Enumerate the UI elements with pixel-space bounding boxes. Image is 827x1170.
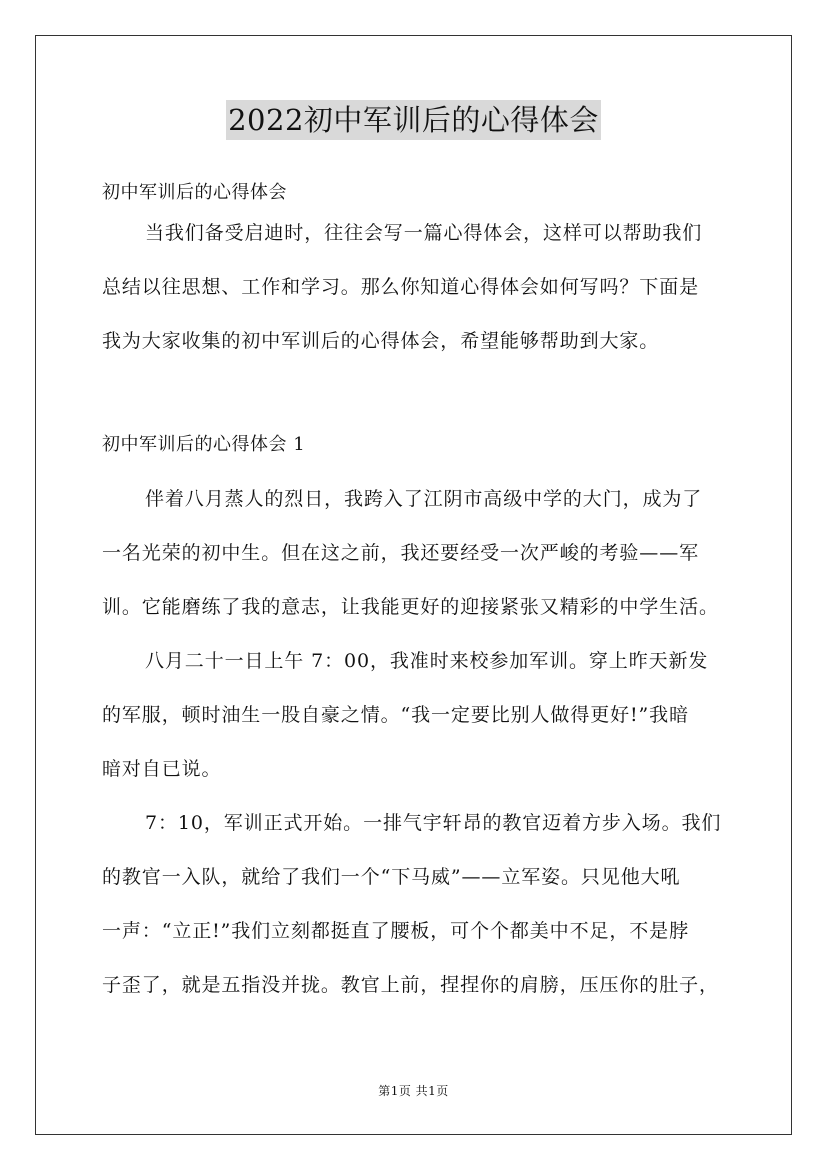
- document-title: 2022初中军训后的心得体会: [226, 100, 601, 140]
- paragraph-spacer: [102, 368, 742, 418]
- document-body: [102, 166, 742, 1012]
- paragraph-line: 八月二十一日上午 7：00，我准时来校参加军训。穿上昨天新发: [145, 650, 709, 672]
- paragraph-line: 一声：“立正!”我们立刻都挺直了腰板，可个个都美中不足，不是脖: [102, 920, 689, 942]
- paragraph-line: 当我们备受启迪时，往往会写一篇心得体会，这样可以帮助我们: [145, 222, 703, 244]
- section-heading: 初中军训后的心得体会 1: [102, 434, 306, 455]
- paragraph-line: 训。它能磨练了我的意志，让我能更好的迎接紧张又精彩的中学生活。: [102, 596, 719, 618]
- paragraph-line: 总结以往思想、工作和学习。那么你知道心得体会如何写吗？下面是: [102, 276, 700, 298]
- section-heading: 初中军训后的心得体会: [102, 182, 287, 203]
- paragraph-line: 的军服，顿时油生一股自豪之情。“我一定要比别人做得更好!”我暗: [102, 704, 689, 726]
- paragraph-line: 暗对自已说。: [102, 758, 222, 780]
- paragraph-line: 7：10，军训正式开始。一排气宇轩昂的教官迈着方步入场。我们: [145, 812, 722, 834]
- paragraph-line: 的教官一入队，就给了我们一个“下马威”——立军姿。只见他大吼: [102, 866, 681, 888]
- paragraph-line: 我为大家收集的初中军训后的心得体会，希望能够帮助到大家。: [102, 330, 660, 352]
- title-container: [0, 100, 827, 140]
- page-footer: 第1页 共1页: [378, 1084, 449, 1098]
- paragraph-line: 子歪了，就是五指没并拢。教官上前，捏捏你的肩膀，压压你的肚子，: [102, 974, 719, 996]
- paragraph-line: 伴着八月蒸人的烈日，我跨入了江阴市高级中学的大门，成为了: [145, 488, 703, 510]
- paragraph-line: 一名光荣的初中生。但在这之前，我还要经受一次严峻的考验——军: [102, 542, 700, 564]
